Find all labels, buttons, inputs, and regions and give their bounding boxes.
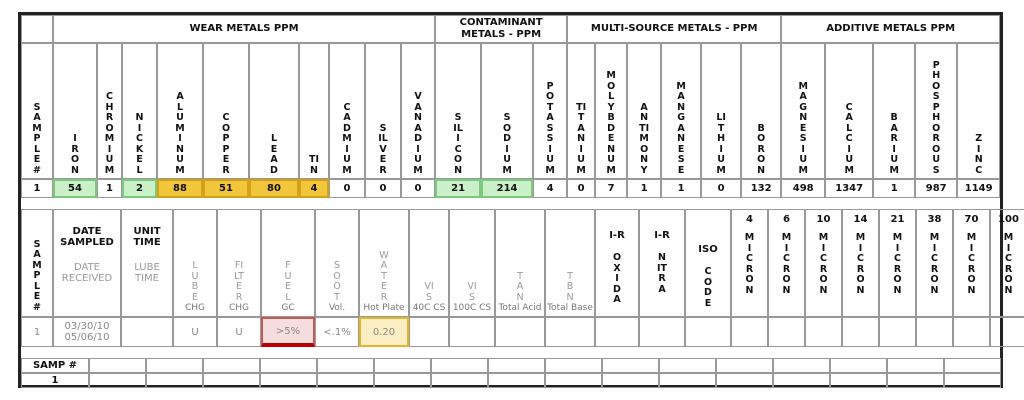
filter-value: U: [217, 317, 261, 347]
ir-nitra-header: I-R NITRA: [639, 209, 685, 317]
col-header-cadmium: [329, 43, 365, 179]
footer-empty-cell: [260, 358, 317, 373]
soot-header: SOOT Vol.: [315, 209, 359, 317]
tan-header: TAN Total Acid: [495, 209, 545, 317]
group-additive-metals: ADDITIVE METALS PPM: [781, 15, 1000, 43]
col-header-label: SODIUM: [502, 112, 512, 176]
col-header-label: ALUMINUM: [175, 91, 185, 176]
sample-footer-table: [21, 358, 1001, 388]
col-header-boron: [741, 43, 781, 179]
date-received-label: DATE RECEIVED: [61, 262, 113, 284]
lube-chg-header: LUBE CHG: [173, 209, 217, 317]
col-header-barium: [873, 43, 915, 179]
soot-value: <.1%: [315, 317, 359, 347]
iso-code-header: ISO CODE: [685, 209, 731, 317]
value-titanium: 0: [567, 179, 595, 198]
group-multi-source-metals: MULTI-SOURCE METALS - PPM: [567, 15, 781, 43]
fuel-header: FUEL GC: [261, 209, 315, 317]
empty-cell: [805, 317, 842, 347]
water-value: 0.20: [359, 317, 409, 347]
col-header-calcium: [825, 43, 873, 179]
mid-sample-header: [21, 209, 53, 317]
value-nickel: 2: [122, 179, 157, 198]
col-header-label: ZINC: [974, 133, 983, 176]
value-magnesium: 498: [781, 179, 825, 198]
col-header-label: SILVER: [378, 122, 388, 176]
footer-empty-cell: [317, 373, 374, 388]
empty-cell: [731, 317, 768, 347]
micron-10-header: 10 MICRON: [805, 209, 842, 317]
tbn-header: TBN Total Base: [545, 209, 595, 317]
value-manganese: 1: [661, 179, 701, 198]
mid-sample-value: 1: [21, 317, 53, 347]
footer-empty-cell: [716, 358, 773, 373]
footer-empty-cell: [431, 358, 488, 373]
ir-oxida-header: I-R OXIDA: [595, 209, 639, 317]
col-header-label: LITHIUM: [716, 112, 726, 176]
value-boron: 132: [741, 179, 781, 198]
empty-cell: [545, 317, 595, 347]
col-header-manganese: [661, 43, 701, 179]
metals-value-row: [21, 179, 1000, 198]
col-header-iron: [53, 43, 97, 179]
footer-empty-cell: [203, 358, 260, 373]
footer-empty-cell: [944, 358, 1001, 373]
col-header-label: BORON: [757, 122, 766, 176]
micron-70-header: 70 MICRON: [953, 209, 990, 317]
empty-cell: [990, 317, 1024, 347]
date-header: [53, 209, 121, 317]
footer-empty-cell: [260, 373, 317, 388]
footer-empty-cell: [887, 373, 944, 388]
col-header-label: SAMPLE #: [32, 101, 42, 176]
col-header-silicon: [435, 43, 481, 179]
footer-empty-cell: [146, 373, 203, 388]
value-molybdenum: 7: [595, 179, 627, 198]
footer-empty-cell: [89, 358, 146, 373]
footer-empty-cell: [830, 358, 887, 373]
col-header-label: VANADIUM: [413, 91, 423, 176]
footer-empty-cell: [716, 373, 773, 388]
value-aluminum: 88: [157, 179, 203, 198]
fluid-properties-table: [21, 209, 1024, 347]
col-header-label: MAGNESIUM: [798, 80, 808, 176]
footer-empty-cell: [545, 373, 602, 388]
footer-header-row: [21, 358, 1001, 373]
empty-cell: [879, 317, 916, 347]
footer-sample-value: 1: [21, 373, 89, 388]
empty-cell: [916, 317, 953, 347]
col-header-label: POTASSIUM: [545, 80, 555, 176]
footer-sample-label: SAMP #: [21, 358, 89, 373]
value-lead: 80: [249, 179, 299, 198]
footer-empty-cell: [659, 358, 716, 373]
footer-empty-cell: [773, 373, 830, 388]
col-header-copper: [203, 43, 249, 179]
oil-analysis-report: [18, 12, 1019, 388]
footer-empty-cell: [374, 373, 431, 388]
col-header-phosphorous: [915, 43, 957, 179]
footer-empty-cell: [773, 358, 830, 373]
group-wear-metals: WEAR METALS PPM: [53, 15, 435, 43]
col-header-label: TITANIUM: [576, 101, 587, 176]
footer-empty-cell: [887, 358, 944, 373]
col-header-nickel: [122, 43, 157, 179]
col-header-label: ANTIMONY: [639, 101, 650, 176]
group-blank: [21, 15, 53, 43]
col-header-molybdenum: [595, 43, 627, 179]
footer-value-row: [21, 373, 1001, 388]
footer-empty-cell: [488, 358, 545, 373]
vis40-header: VIS 40C CS: [409, 209, 449, 317]
footer-empty-cell: [545, 358, 602, 373]
col-header-label: TIN: [309, 154, 320, 176]
vis100-header: VIS 100C CS: [449, 209, 495, 317]
micron-14-header: 14 MICRON: [842, 209, 879, 317]
col-header-label: SILICON: [453, 112, 463, 176]
empty-cell: [768, 317, 805, 347]
lube-time-label: LUBE TIME: [134, 262, 160, 284]
value-vanadium: 0: [401, 179, 435, 198]
metals-table: [21, 15, 1000, 198]
value-antimony: 1: [627, 179, 661, 198]
footer-empty-cell: [431, 373, 488, 388]
value-cadmium: 0: [329, 179, 365, 198]
col-header-label: CALCIUM: [844, 101, 854, 176]
empty-cell: [953, 317, 990, 347]
empty-cell: [685, 317, 731, 347]
footer-empty-cell: [659, 373, 716, 388]
value-zinc: 1149: [957, 179, 1000, 198]
col-header-label: CADMIUM: [342, 101, 352, 176]
empty-cell: [409, 317, 449, 347]
col-header-chromium: [97, 43, 122, 179]
time-header: [121, 209, 173, 317]
value-lithium: 0: [701, 179, 741, 198]
water-header: WATER Hot Plate: [359, 209, 409, 317]
col-header-antimony: [627, 43, 661, 179]
lube-value: U: [173, 317, 217, 347]
footer-empty-cell: [602, 373, 659, 388]
date-values: 03/30/10 05/06/10: [53, 317, 121, 347]
col-header-label: NICKEL: [135, 112, 144, 176]
col-header-potassium: [533, 43, 567, 179]
empty-cell: [595, 317, 639, 347]
value-sodium: 214: [481, 179, 533, 198]
value-silicon: 21: [435, 179, 481, 198]
empty-cell: [842, 317, 879, 347]
col-header-label: COPPER: [221, 112, 231, 176]
fuel-value: >5%: [261, 317, 315, 347]
metals-header-row: [21, 43, 1000, 179]
micron-21-header: 21 MICRON: [879, 209, 916, 317]
value-copper: 51: [203, 179, 249, 198]
value-calcium: 1347: [825, 179, 873, 198]
col-header-label: PHOSPHOROUS: [932, 59, 941, 176]
micron-38-header: 38 MICRON: [916, 209, 953, 317]
date-sampled-label: DATE SAMPLED: [60, 226, 114, 248]
footer-empty-cell: [488, 373, 545, 388]
value-chromium: 1: [97, 179, 122, 198]
time-value: [121, 317, 173, 347]
col-header-label: CHROMIUM: [104, 91, 115, 176]
filter-chg-header: FILTER CHG: [217, 209, 261, 317]
col-header-zinc: [957, 43, 1000, 179]
empty-cell: [495, 317, 545, 347]
col-header-lithium: [701, 43, 741, 179]
value-iron: 54: [53, 179, 97, 198]
col-header-sample: [21, 43, 53, 179]
col-header-label: IRON: [70, 133, 80, 176]
col-header-sodium: [481, 43, 533, 179]
col-header-label: MOLYBDENUM: [606, 70, 616, 176]
col-header-vanadium: [401, 43, 435, 179]
col-header-label: MANGANESE: [676, 80, 686, 176]
col-header-tin: [299, 43, 329, 179]
value-tin: 4: [299, 179, 329, 198]
footer-empty-cell: [944, 373, 1001, 388]
col-header-label: BARIUM: [889, 112, 899, 176]
footer-empty-cell: [374, 358, 431, 373]
footer-empty-cell: [203, 373, 260, 388]
empty-cell: [449, 317, 495, 347]
value-sample: 1: [21, 179, 53, 198]
footer-empty-cell: [830, 373, 887, 388]
unit-time-label: UNIT TIME: [133, 226, 161, 248]
footer-empty-cell: [146, 358, 203, 373]
fluid-value-row: [21, 317, 1024, 347]
empty-cell: [639, 317, 685, 347]
mid-sample-label: SAMPLE #: [32, 238, 42, 313]
value-phosphorous: 987: [915, 179, 957, 198]
col-header-aluminum: [157, 43, 203, 179]
col-header-silver: [365, 43, 401, 179]
footer-empty-cell: [89, 373, 146, 388]
col-header-lead: [249, 43, 299, 179]
footer-empty-cell: [602, 358, 659, 373]
group-contaminant-metals: CONTAMINANT METALS - PPM: [435, 15, 567, 43]
micron-100-header: 100 MICRON: [990, 209, 1024, 317]
value-potassium: 4: [533, 179, 567, 198]
col-header-label: LEAD: [270, 133, 278, 176]
micron-6-header: 6 MICRON: [768, 209, 805, 317]
footer-empty-cell: [317, 358, 374, 373]
micron-4-header: 4 MICRON: [731, 209, 768, 317]
col-header-magnesium: [781, 43, 825, 179]
value-barium: 1: [873, 179, 915, 198]
col-header-titanium: [567, 43, 595, 179]
value-silver: 0: [365, 179, 401, 198]
